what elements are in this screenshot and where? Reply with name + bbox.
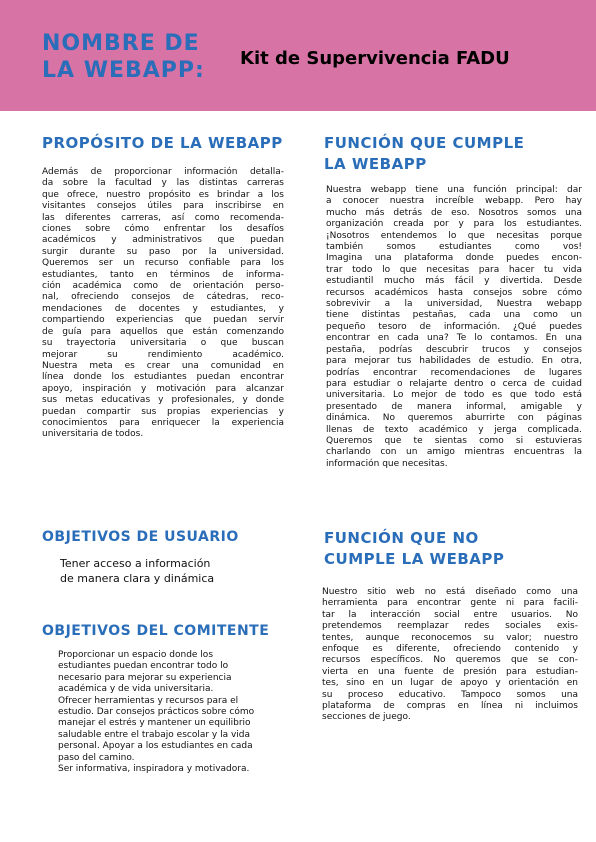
text-line: mejorar su rendimiento académico. [42, 349, 284, 360]
objetivos-comitente-title: OBJETIVOS DEL COMITENTE [42, 623, 270, 639]
header-banner [0, 0, 596, 111]
text-line: Además de proporcionar información detalla- [42, 167, 284, 177]
text-line: nal, ofreciendo consejos de cátedras, reco- [42, 292, 284, 303]
text-line: recursos académicos hasta consejos sobre cómo [326, 287, 582, 298]
text-line: enfoque es diferente, ofreciendo contenido y [322, 644, 578, 655]
webapp-name-label [42, 30, 232, 84]
text-line: que ofrece, nuestro propósito es brindar a los [42, 189, 284, 200]
text-line: de guía para aquellos que están comenzando [42, 326, 284, 337]
objetivos-usuario-title: OBJETIVOS DE USUARIO [42, 529, 239, 545]
text-line: Queremos ser un recurso confiable para los [42, 258, 284, 269]
text-line: compartiendo experiencias que puedan servir [42, 315, 284, 326]
text-line: llenas de texto académico y jerga complicada. [326, 424, 582, 435]
funcion-title-line2: LA WEBAPP [324, 155, 427, 173]
text-line: apoyo, inspiración y motivación para alcanzar [42, 383, 284, 394]
text-line: Nuestro sitio web no está diseñado como una [322, 587, 578, 597]
text-line: visitantes consejos útiles para inscribirse en [42, 201, 284, 212]
no-cumple-body [322, 587, 578, 724]
text-line: plataforma de compras en línea ni incluimos [322, 701, 578, 712]
text-line: podrías encontrar recomendaciones de lugares [326, 367, 582, 378]
text-line: ciones sobre cómo enfrentar los desafíos [42, 224, 284, 235]
text-line: tes, sino en un lugar de apoyo y orientación en [322, 678, 578, 689]
text-line: trar todo lo que necesitas para hacer tu vida [326, 264, 582, 275]
webapp-label-line2: LA WEBAPP: [42, 58, 205, 83]
text-line: manejar el estrés y mantener un equilibrio [58, 718, 251, 729]
text-line: presentado de manera informal, amigable y [326, 401, 582, 412]
text-line: académica y de vida universitaria. [58, 684, 214, 695]
text-line: ¡Nosotros entendemos lo que necesitas porque [326, 230, 582, 241]
text-line: para estudiar o relajarte dentro o cerca de cuidad [326, 378, 582, 389]
text-line: línea donde los estudiantes puedan encontrar [42, 372, 284, 383]
text-line: su proceso educativo. Tampoco somos una [322, 689, 578, 700]
text-line: sobrevivir a la universidad, Nuestra webapp [326, 299, 582, 310]
text-line: estudio. Dar consejos prácticos sobre cómo [58, 707, 255, 718]
text-line: también somos estudiantes como vos! [326, 242, 582, 253]
objetivos-usuario-body [60, 557, 214, 586]
text-line: a conocer nuestra increíble webapp. Pero hay [326, 196, 582, 207]
text-line: mendaciones de docentes y estudiantes, y [42, 303, 284, 314]
text-line: conocimientos para enriquecer la experiencia [42, 417, 284, 428]
text-line: Tener acceso a información [60, 557, 211, 570]
text-line: académicos y administrativos que puedan [42, 235, 284, 246]
text-line: Proporcionar un espacio donde los [58, 650, 214, 660]
funcion-title-line1: FUNCIÓN QUE CUMPLE [324, 134, 525, 152]
text-line: Nuestra webapp tiene una función principal: dar [326, 185, 582, 195]
objetivos-comitente-body [58, 650, 298, 775]
no-cumple-title-line2: CUMPLE LA WEBAPP [324, 550, 505, 568]
text-line: surgir durante su paso por la universidad. [42, 246, 284, 257]
text-line: charlando con un amigo mientras encuentras la [326, 447, 582, 458]
text-line: estudiantes, tanto en términos de informa- [42, 269, 284, 280]
text-line: información que necesitas. [326, 458, 448, 469]
text-line: da sobre la facultad y las distintas carreras [42, 178, 284, 189]
funcion-title [324, 133, 524, 175]
text-line: pretendemos reemplazar redes sociales exis- [322, 621, 578, 632]
text-line: encontrar en cada una? Te lo contamos. En una [326, 333, 582, 344]
text-line: necesario para mejorar su experiencia [58, 672, 232, 683]
text-line: tentes, aunque reconocemos su valor; nuestro [322, 632, 578, 643]
text-line: sus metas educativas y profesionales, y donde [42, 395, 284, 406]
text-line: Queremos que te sientas como si estuvieras [326, 435, 582, 446]
text-line: tiene distintas pestañas, cada una como un [326, 310, 582, 321]
text-line: dinámica. No queremos aburrirte con páginas [326, 413, 582, 424]
text-line: secciones de juego. [322, 712, 411, 723]
text-line: ción académica como de orientación perso- [42, 281, 284, 292]
text-line: su trayectoria universitaria o que buscan [42, 338, 284, 349]
text-line: estudiantes puedan encontrar todo lo [58, 661, 229, 672]
text-line: tar la interacción social entre usuarios. No [322, 609, 578, 620]
text-line: Ser informativa, inspiradora y motivadora. [58, 764, 250, 775]
text-line: organización creada por y para los estudiantes. [326, 219, 582, 230]
no-cumple-title-line1: FUNCIÓN QUE NO [324, 529, 479, 547]
text-line: Imagina una plataforma donde puedes encon- [326, 253, 582, 264]
no-cumple-title [324, 528, 504, 570]
text-line: de manera clara y dinámica [60, 571, 215, 585]
text-line: estudiantil mucho más fácil y divertida. Desde [326, 276, 582, 287]
text-line: Ofrecer herramientas y recursos para el [58, 695, 239, 706]
proposito-body [42, 167, 284, 441]
text-line: vierta en una fuente de presión para estudian- [322, 666, 578, 677]
text-line: mucho más detrás de eso. Nosotros somos una [326, 207, 582, 218]
text-line: saludable entre el trabajo escolar y la vida [58, 729, 251, 740]
text-line: recursos específicos. No queremos que se con- [322, 655, 578, 666]
text-line: herramienta para encontrar gente ni para facili- [322, 598, 578, 609]
text-line: pestaña, podrías descubrir trucos y consejos [326, 344, 582, 355]
text-line: Nuestra meta es crear una comunidad en [42, 360, 284, 371]
text-line: personal. Apoyar a los estudiantes en cada [58, 741, 253, 752]
text-line: puedan compartir sus propias experiencias y [42, 406, 284, 417]
webapp-name: Kit de Supervivencia FADU [240, 48, 510, 69]
text-line: paso del camino. [58, 752, 135, 763]
text-line: las diferentes carreras, así como recomenda- [42, 212, 284, 223]
webapp-label-line1: NOMBRE DE [42, 31, 200, 56]
text-line: para mejorar tus habilidades de estudio. En otra, [326, 356, 582, 367]
text-line: universitaria. Lo mejor de todo es que todo está [326, 390, 582, 401]
text-line: pequeño tesoro de información. ¿Qué puedes [326, 321, 582, 332]
funcion-body [326, 185, 582, 470]
proposito-title: PROPÓSITO DE LA WEBAPP [42, 134, 283, 152]
text-line: universitaria de todos. [42, 429, 144, 440]
